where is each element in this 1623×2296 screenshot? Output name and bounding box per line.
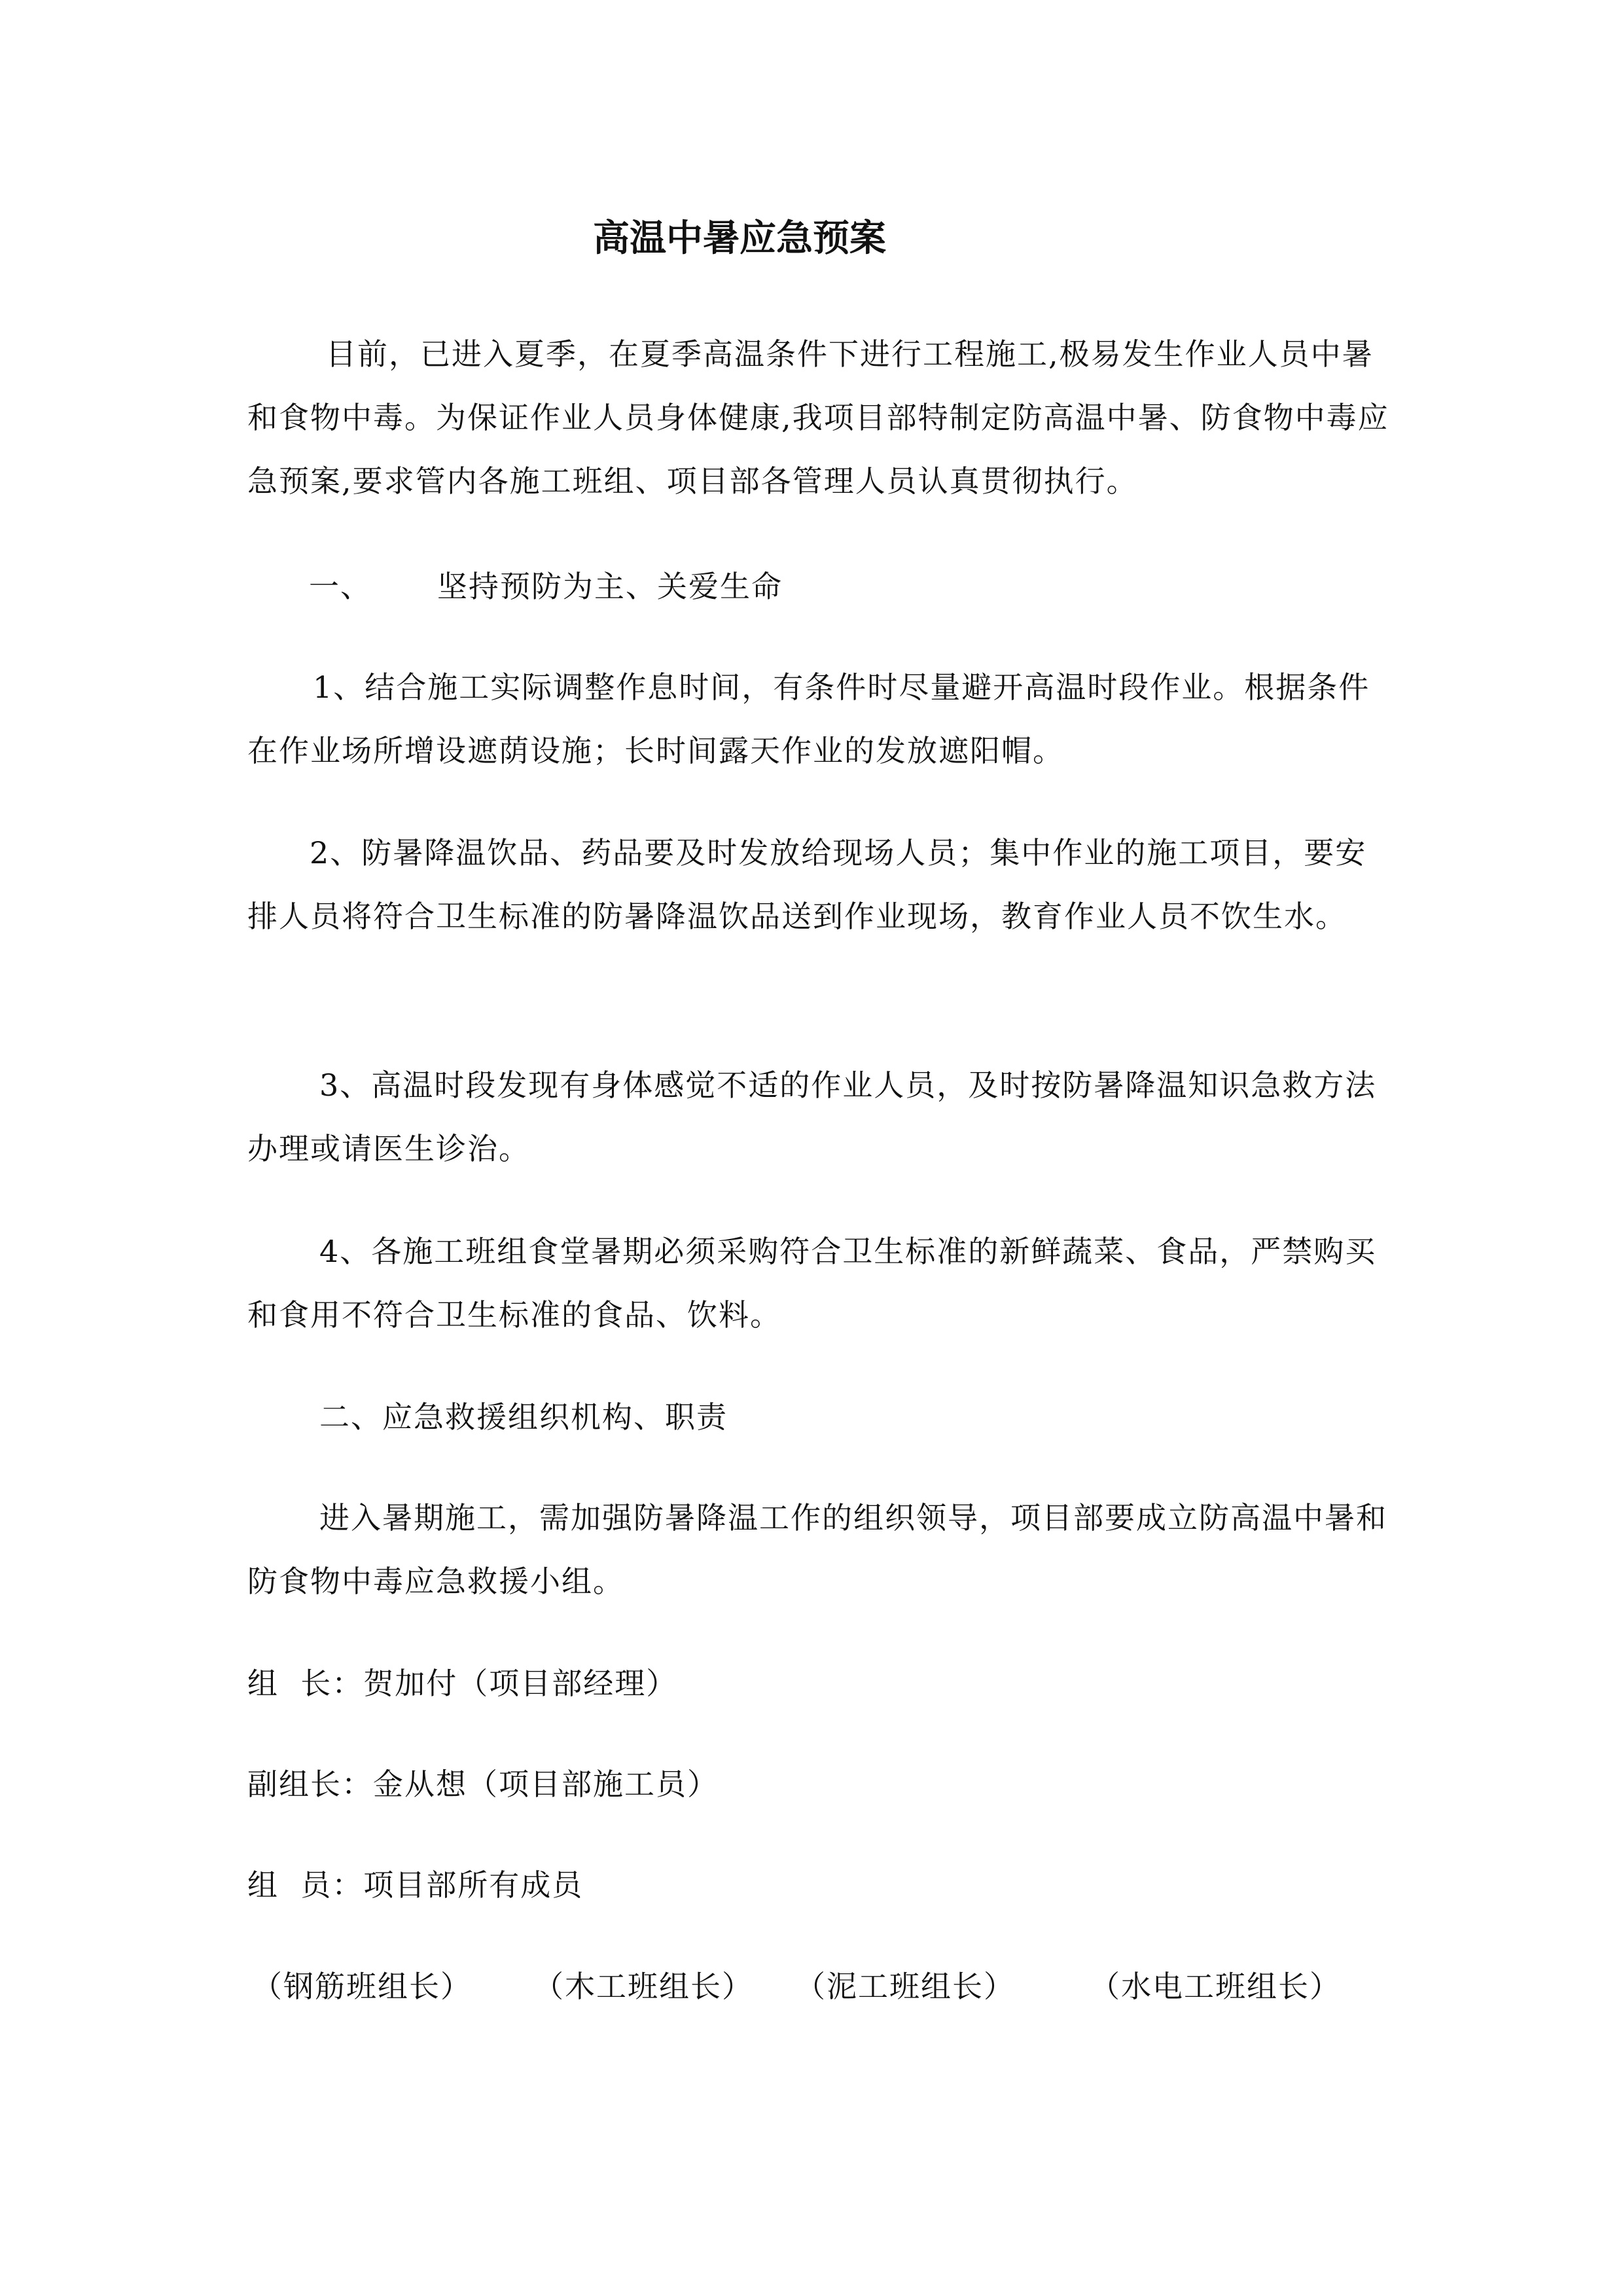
- section-one-title: 坚持预防为主、关爱生命: [437, 569, 783, 604]
- leader-value: 贺加付（项目部经理）: [363, 1666, 678, 1701]
- section-one-number: 一、: [309, 569, 372, 604]
- section-two-heading: 二、应急救援组织机构、职责: [319, 1399, 728, 1435]
- intro-paragraph: 目前，已进入夏季，在夏季高温条件下进行工程施工,极易发生作业人员中暑和食物中毒。为保证作业人员身体健康,我项目部特制定防高温中暑、防食物中毒应急预案,要求管内各施工班组、项目部各管理人员认真贯彻执行。: [247, 336, 1389, 499]
- document-title: 高温中暑应急预案: [593, 217, 886, 260]
- members-row: [247, 1854, 1393, 1917]
- deputy-value: 金从想（项目部施工员）: [373, 1767, 719, 1802]
- deputy-row: [247, 1753, 1393, 1816]
- members-value: 项目部所有成员: [363, 1867, 584, 1903]
- section-two-body: 进入暑期施工，需加强防暑降温工作的组织领导，项目部要成立防高温中暑和防食物中毒应急救援小组。: [247, 1500, 1387, 1599]
- team-plumbing-electrical: （水电工班组长）: [1090, 1969, 1341, 2004]
- leader-label: 组 长：: [247, 1666, 364, 1701]
- section-one-item-2: 2、防暑降温饮品、药品要及时发放给现场人员；集中作业的施工项目，要安排人员将符合卫生标准的防暑降温饮品送到作业现场，教育作业人员不饮生水。: [247, 835, 1367, 934]
- team-carpentry: （木工班组长）: [533, 1969, 753, 2004]
- section-one-item-4: 4、各施工班组食堂暑期必须采购符合卫生标准的新鲜蔬菜、食品，严禁购买和食用不符合卫生标准的食品、饮料。: [247, 1234, 1377, 1333]
- team-masonry: （泥工班组长）: [795, 1969, 1015, 2004]
- members-label: 组 员：: [247, 1867, 364, 1903]
- section-one-item-3: 3、高温时段发现有身体感觉不适的作业人员，及时按防暑降温知识急救方法办理或请医生诊治。: [247, 1067, 1377, 1166]
- team-leaders-row: [0, 1955, 1623, 2018]
- deputy-label: 副组长：: [247, 1767, 373, 1802]
- section-one-heading: [309, 555, 1454, 619]
- section-one-item-1: 1、结合施工实际调整作息时间，有条件时尽量避开高温时段作业。根据条件在作业场所增设遮荫设施；长时间露天作业的发放遮阳帽。: [247, 670, 1370, 768]
- team-rebar: （钢筋班组长）: [252, 1969, 472, 2004]
- leader-row: [247, 1652, 1393, 1715]
